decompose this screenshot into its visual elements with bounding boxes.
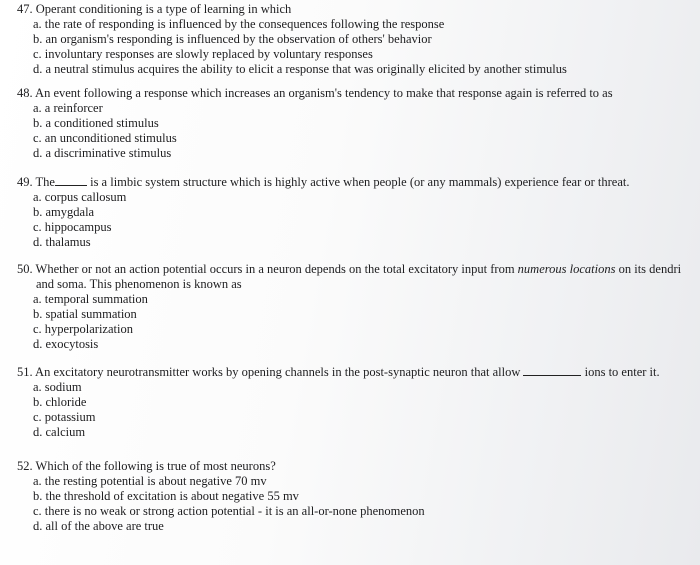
question-stem: [17, 365, 700, 380]
question-48: [17, 86, 700, 161]
option-d: d. thalamus: [33, 235, 91, 249]
option-c: c. involuntary responses are slowly replaced by voluntary responses: [33, 47, 373, 61]
option-b: b. spatial summation: [33, 307, 137, 321]
option-b: b. chloride: [33, 395, 87, 409]
option-b: b. a conditioned stimulus: [33, 116, 159, 130]
option-b: b. the threshold of excitation is about negative 55 mv: [33, 489, 299, 503]
option-a: a. a reinforcer: [33, 101, 103, 115]
option-a: a. the rate of responding is influenced by the consequences following the response: [33, 17, 445, 31]
option-d: d. a discriminative stimulus: [33, 146, 172, 160]
option-a: a. sodium: [33, 380, 82, 394]
question-52: [17, 459, 700, 534]
option-d: d. a neutral stimulus acquires the ability to elicit a response that was originally elicited by another stimulus: [33, 62, 567, 76]
answer-blank: [55, 175, 87, 186]
option-c: c. hippocampus: [33, 220, 112, 234]
option-b: b. an organism's responding is influenced by the observation of others' behavior: [33, 32, 432, 46]
question-stem: [17, 262, 700, 277]
option-c: c. potassium: [33, 410, 96, 424]
option-c: c. an unconditioned stimulus: [33, 131, 177, 145]
question-stem: 48. An event following a response which increases an organism's tendency to make that response again is referred to as: [17, 86, 613, 100]
option-b: b. amygdala: [33, 205, 95, 219]
option-c: c. hyperpolarization: [33, 322, 133, 336]
option-c: c. there is no weak or strong action potential - it is an all-or-none phenomenon: [33, 504, 425, 518]
option-d: d. calcium: [33, 425, 86, 439]
question-47: [17, 2, 700, 77]
option-d: d. exocytosis: [33, 337, 99, 351]
option-a: a. temporal summation: [33, 292, 148, 306]
question-stem: 47. Operant conditioning is a type of learning in which: [17, 2, 292, 16]
option-d: d. all of the above are true: [33, 519, 164, 533]
stem-part-2: on its dendri: [618, 262, 682, 276]
question-stem-continued: and soma. This phenomenon is known as: [36, 277, 242, 291]
question-51: [17, 365, 700, 440]
question-stem: 52. Which of the following is true of most neurons?: [17, 459, 276, 473]
stem-emphasis: numerous locations: [517, 262, 616, 276]
stem-part-1: 49. The: [17, 175, 55, 189]
option-a: a. corpus callosum: [33, 190, 127, 204]
option-a: a. the resting potential is about negative 70 mv: [33, 474, 267, 488]
stem-part-1: 51. An excitatory neurotransmitter works by opening channels in the post-synaptic neuron that allow: [17, 365, 521, 379]
stem-part-2: ions to enter it.: [584, 365, 660, 379]
answer-blank: [523, 365, 581, 376]
question-50: [17, 262, 700, 352]
question-stem: [17, 175, 700, 190]
question-49: [17, 175, 700, 250]
stem-part-1: 50. Whether or not an action potential occurs in a neuron depends on the total excitatory input from: [17, 262, 515, 276]
stem-part-2: is a limbic system structure which is highly active when people (or any mammals) experience fear or threat.: [90, 175, 630, 189]
